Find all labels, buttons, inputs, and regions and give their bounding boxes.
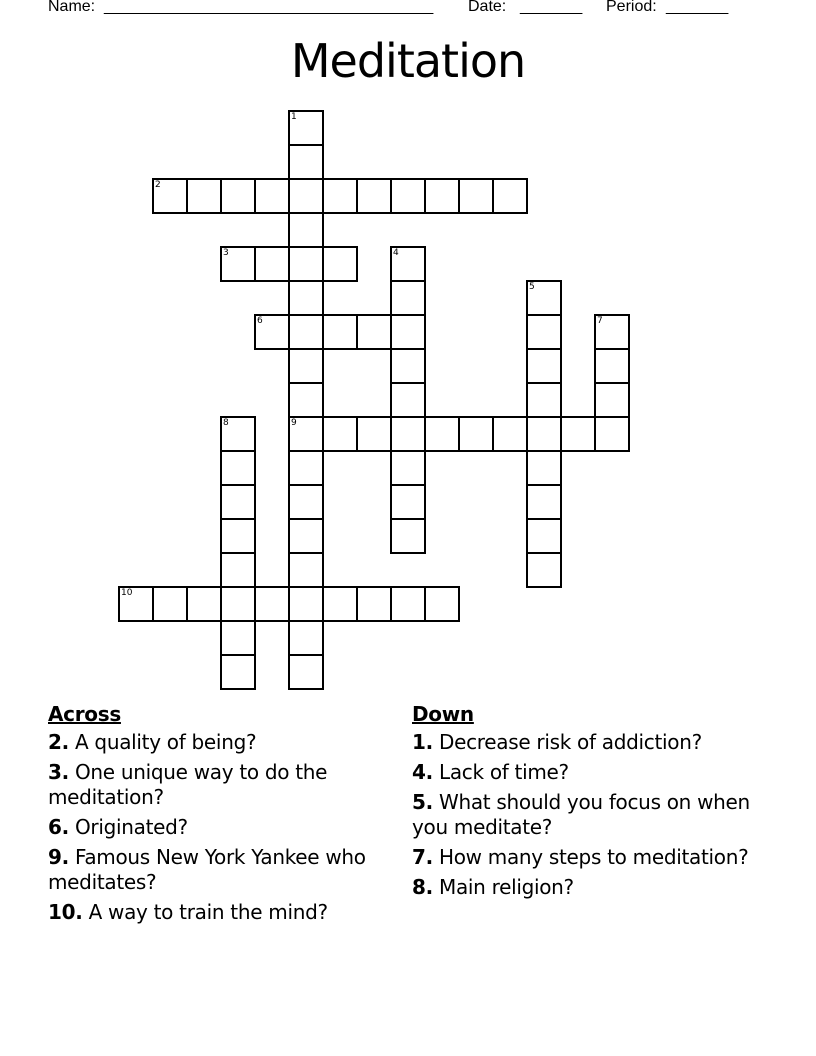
clue-num: 9.: [48, 845, 69, 869]
down-clue: [412, 790, 752, 840]
down-clue: [412, 875, 752, 900]
clue-num: 6.: [48, 815, 69, 839]
clue-num: 8.: [412, 875, 433, 899]
grid-cell[interactable]: [526, 280, 562, 316]
grid-cell[interactable]: [322, 178, 358, 214]
grid-cell[interactable]: [526, 382, 562, 418]
grid-cell[interactable]: [220, 416, 256, 452]
grid-cell[interactable]: [152, 178, 188, 214]
clue-num: 1.: [412, 730, 433, 754]
across-clue: [48, 845, 388, 895]
grid-cell[interactable]: [526, 450, 562, 486]
grid-cell[interactable]: [254, 314, 290, 350]
clue-number: 5: [529, 282, 535, 292]
grid-cell[interactable]: [288, 484, 324, 520]
grid-cell[interactable]: [288, 110, 324, 146]
across-heading: Across: [48, 702, 121, 726]
date-label: Date:: [468, 0, 507, 15]
grid-cell[interactable]: [492, 416, 528, 452]
grid-cell[interactable]: [526, 552, 562, 588]
grid-cell[interactable]: [288, 450, 324, 486]
clue-number: 7: [597, 316, 603, 326]
grid-cell[interactable]: [288, 620, 324, 656]
grid-cell[interactable]: [288, 314, 324, 350]
grid-cell[interactable]: [254, 246, 290, 282]
grid-cell[interactable]: [118, 586, 154, 622]
clue-number: 3: [223, 248, 229, 258]
grid-cell[interactable]: [322, 586, 358, 622]
grid-cell[interactable]: [220, 246, 256, 282]
grid-cell[interactable]: [220, 654, 256, 690]
grid-cell[interactable]: [288, 654, 324, 690]
clue-number: 10: [121, 588, 133, 598]
grid-cell[interactable]: [390, 280, 426, 316]
grid-cell[interactable]: [288, 178, 324, 214]
grid-cell[interactable]: [526, 348, 562, 384]
grid-cell[interactable]: [424, 416, 460, 452]
grid-cell[interactable]: [390, 246, 426, 282]
grid-cell[interactable]: [152, 586, 188, 622]
grid-cell[interactable]: [220, 450, 256, 486]
grid-cell[interactable]: [594, 416, 630, 452]
grid-cell[interactable]: [458, 416, 494, 452]
down-clues: [412, 702, 752, 905]
clue-number: 4: [393, 248, 399, 258]
grid-cell[interactable]: [594, 382, 630, 418]
across-clue: [48, 760, 388, 810]
across-clue: [48, 730, 388, 755]
clue-number: 8: [223, 418, 229, 428]
across-clues: [48, 702, 388, 930]
grid-cell[interactable]: [390, 348, 426, 384]
clue-num: 5.: [412, 790, 433, 814]
grid-cell[interactable]: [390, 416, 426, 452]
grid-cell[interactable]: [288, 348, 324, 384]
grid-cell[interactable]: [254, 178, 290, 214]
grid-cell[interactable]: [254, 586, 290, 622]
clue-num: 3.: [48, 760, 69, 784]
clue-num: 10.: [48, 900, 83, 924]
grid-cell[interactable]: [356, 314, 392, 350]
down-clue: [412, 730, 752, 755]
grid-cell[interactable]: [526, 416, 562, 452]
grid-cell[interactable]: [288, 212, 324, 248]
grid-cell[interactable]: [220, 552, 256, 588]
grid-cell[interactable]: [220, 620, 256, 656]
name-field[interactable]: _____________________________________: [104, 0, 434, 15]
grid-cell[interactable]: [288, 518, 324, 554]
grid-cell[interactable]: [492, 178, 528, 214]
grid-cell[interactable]: [220, 586, 256, 622]
across-clue: [48, 815, 388, 840]
grid-cell[interactable]: [356, 586, 392, 622]
clue-text: Famous New York Yankee who meditates?: [48, 845, 366, 894]
down-heading: Down: [412, 702, 474, 726]
grid-cell[interactable]: [220, 484, 256, 520]
grid-cell[interactable]: [288, 246, 324, 282]
grid-cell[interactable]: [322, 246, 358, 282]
grid-cell[interactable]: [390, 484, 426, 520]
clue-text: What should you focus on when you meditate?: [412, 790, 750, 839]
clue-text: How many steps to meditation?: [438, 845, 749, 869]
grid-cell[interactable]: [288, 586, 324, 622]
grid-cell[interactable]: [322, 314, 358, 350]
grid-cell[interactable]: [390, 518, 426, 554]
grid-cell[interactable]: [390, 382, 426, 418]
down-clue: [412, 845, 752, 870]
grid-cell[interactable]: [220, 178, 256, 214]
clue-text: One unique way to do the meditation?: [48, 760, 328, 809]
clue-text: A quality of being?: [74, 730, 257, 754]
grid-cell[interactable]: [288, 280, 324, 316]
grid-cell[interactable]: [526, 518, 562, 554]
down-clue: [412, 760, 752, 785]
clue-text: Main religion?: [438, 875, 574, 899]
grid-cell[interactable]: [390, 178, 426, 214]
clue-number: 2: [155, 180, 161, 190]
clue-num: 2.: [48, 730, 69, 754]
date-field[interactable]: _______: [520, 0, 583, 15]
grid-cell[interactable]: [288, 552, 324, 588]
grid-cell[interactable]: [220, 518, 256, 554]
grid-cell[interactable]: [288, 382, 324, 418]
grid-cell[interactable]: [594, 314, 630, 350]
grid-cell[interactable]: [424, 178, 460, 214]
period-label: Period:: [606, 0, 657, 15]
across-clue: [48, 900, 388, 925]
grid-cell[interactable]: [390, 450, 426, 486]
grid-cell[interactable]: [560, 416, 596, 452]
clue-num: 7.: [412, 845, 433, 869]
grid-cell[interactable]: [424, 586, 460, 622]
clue-text: Decrease risk of addiction?: [438, 730, 702, 754]
grid-cell[interactable]: [458, 178, 494, 214]
grid-cell[interactable]: [186, 178, 222, 214]
grid-cell[interactable]: [594, 348, 630, 384]
name-label: Name:: [48, 0, 96, 15]
clue-number: 6: [257, 316, 263, 326]
grid-cell[interactable]: [390, 314, 426, 350]
grid-cell[interactable]: [526, 314, 562, 350]
clue-text: Originated?: [74, 815, 188, 839]
grid-cell[interactable]: [186, 586, 222, 622]
grid-cell[interactable]: [526, 484, 562, 520]
grid-cell[interactable]: [322, 416, 358, 452]
grid-cell[interactable]: [288, 416, 324, 452]
puzzle-title: Meditation: [290, 34, 526, 88]
grid-cell[interactable]: [356, 178, 392, 214]
clue-number: 9: [291, 418, 297, 428]
clue-text: A way to train the mind?: [88, 900, 328, 924]
period-field[interactable]: _______: [666, 0, 729, 15]
grid-cell[interactable]: [390, 586, 426, 622]
clue-num: 4.: [412, 760, 433, 784]
clue-text: Lack of time?: [438, 760, 569, 784]
clue-number: 1: [291, 112, 297, 122]
grid-cell[interactable]: [356, 416, 392, 452]
grid-cell[interactable]: [288, 144, 324, 180]
